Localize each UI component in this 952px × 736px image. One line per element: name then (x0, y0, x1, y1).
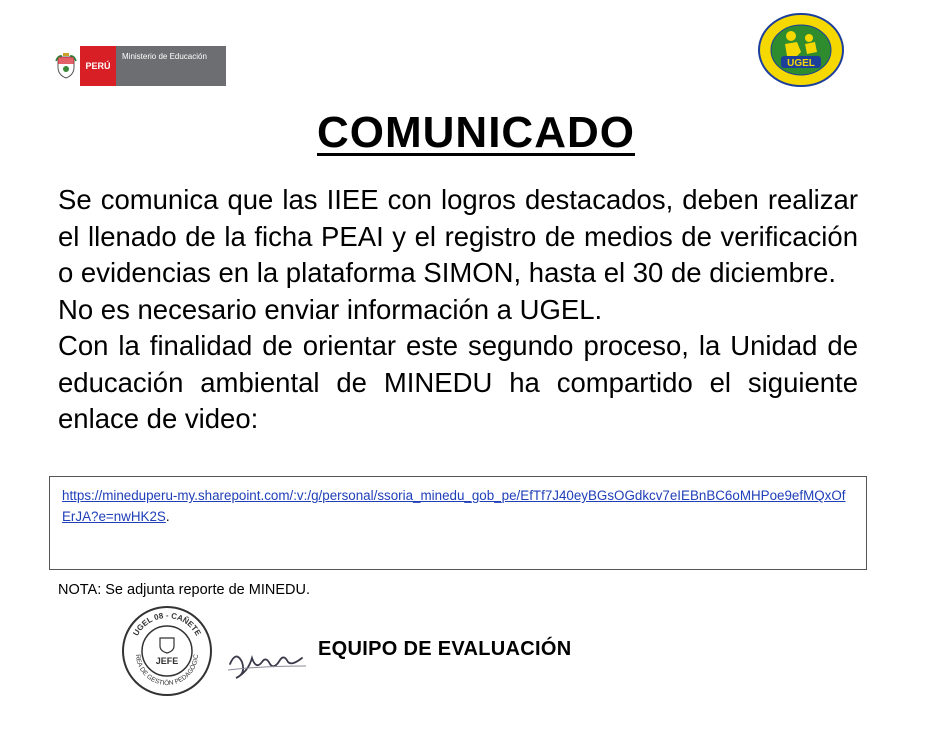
svg-text:JEFE: JEFE (155, 656, 179, 666)
paragraph-deadline: Se comunica que las IIEE con logros destacados, deben realizar el llenado de la ficha PEAI y el registro de medios de verificación o evidencias en la plataforma SIMON, hasta el 30 de diciembre. (58, 184, 858, 288)
paragraph-video-link: Con la finalidad de orientar este segundo proceso, la Unidad de educación ambiental de MINEDU ha compartido el siguiente enlace de video: (58, 330, 858, 434)
peru-coat-of-arms-icon (52, 46, 80, 86)
ugel-logo (757, 12, 845, 88)
video-link[interactable]: https://mineduperu-my.sharepoint.com/:v:/g/personal/ssoria_minedu_gob_pe/EfTf7J40eyBGsOGdkcv7eIEBnBC6oMHPoe9efMQxOfErJA?e=nwHK2S (62, 488, 846, 524)
signature-team: EQUIPO DE EVALUACIÓN (318, 638, 572, 660)
paragraph-no-ugel: No es necesario enviar información a UGEL. (58, 293, 603, 325)
title-text: COMUNICADO (317, 108, 635, 157)
page-title (0, 108, 952, 158)
link-period: . (165, 509, 170, 524)
minedu-logo (52, 46, 226, 86)
svg-text:UGEL: UGEL (787, 58, 815, 69)
ugel-jefe-seal (120, 604, 214, 698)
signature-scribble (222, 636, 312, 682)
svg-text:ÁREA DE GESTIÓN PEDAGÓGICA: REA DE GESTIÓN PEDAGÓGIC (133, 653, 201, 688)
announcement-body (58, 182, 858, 438)
peru-label: PERÚ (80, 46, 116, 86)
link-box (49, 476, 867, 570)
nota-text: NOTA: Se adjunta reporte de MINEDU. (58, 582, 310, 598)
svg-text:UGEL 08 - CAÑETE: UGEL 08 - CAÑETE (131, 610, 203, 638)
ministry-label: Ministerio de Educación (116, 46, 226, 86)
